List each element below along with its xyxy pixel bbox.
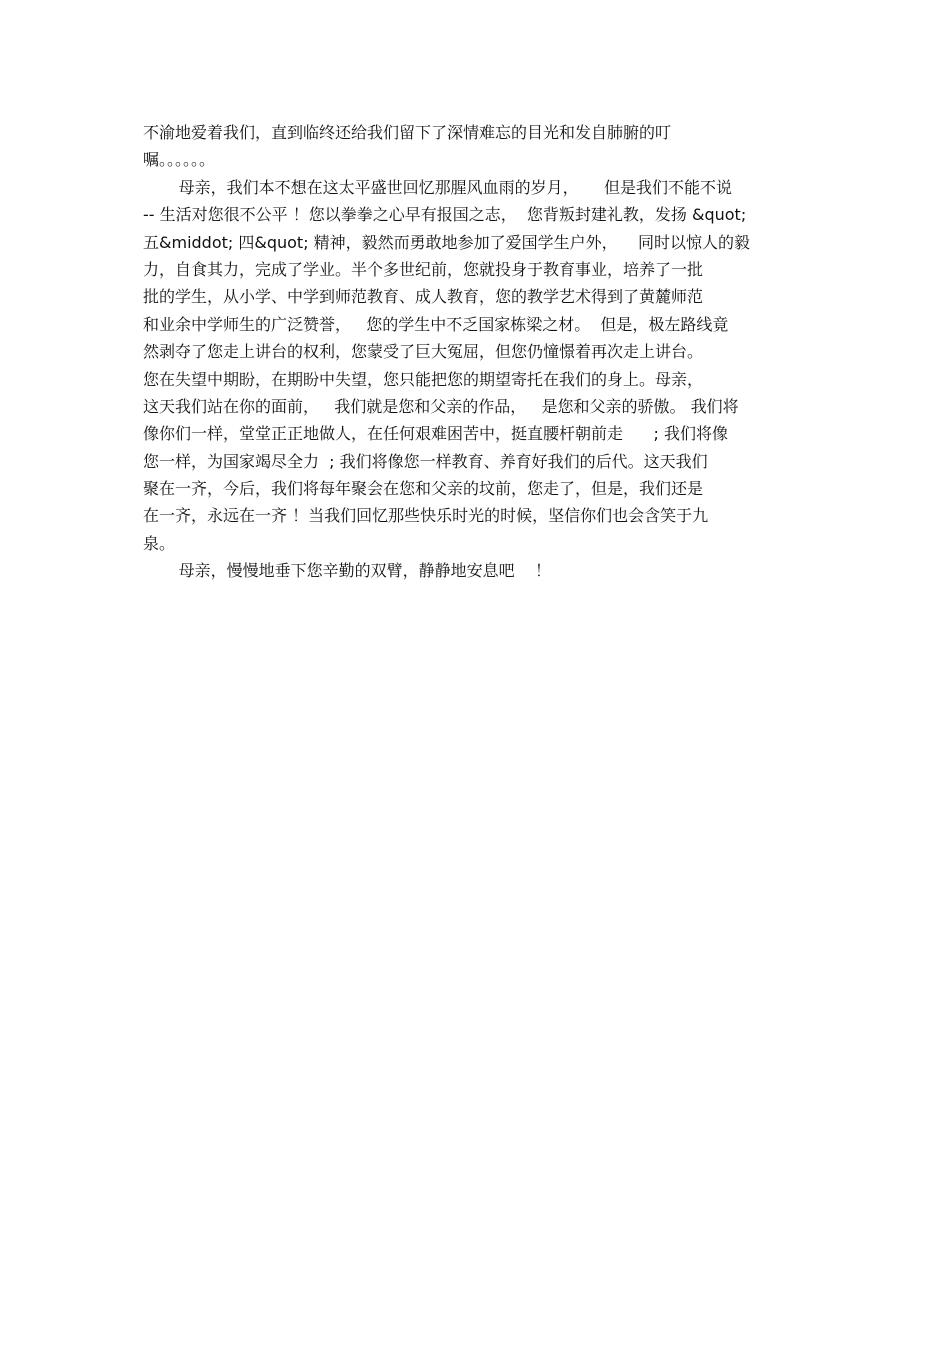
text-line: 泉。 [143, 533, 176, 553]
text-line: 您在失望中期盼，在期盼中失望，您只能把您的期望寄托在我们的身上。母亲， [143, 369, 704, 389]
text-line: 聚在一齐，今后，我们将每年聚会在您和父亲的坟前，您走了，但是，我们还是 [143, 479, 704, 499]
text-line: 在一齐，永远在一齐 ！当我们回忆那些快乐时光的时候，坚信你们也会含笑于九 [143, 506, 709, 526]
text-line: 像你们一样，堂堂正正地做人，在任何艰难困苦中，挺直腰杆朝前走 ; 我们将像 [143, 424, 728, 444]
text-line: 力，自食其力，完成了学业。半个多世纪前，您就投身于教育事业，培养了一批 [143, 259, 704, 279]
text-line: -- 生活对您很不公平 ！您以拳拳之心早有报国之志， 您背叛封建礼教，发扬 &quot; [143, 205, 747, 225]
text-line: 您一样，为国家竭尽全力 ; 我们将像您一样教育、养育好我们的后代。这天我们 [143, 451, 708, 471]
text-line: 这天我们站在你的面前， 我们就是您和父亲的作品， 是您和父亲的骄傲。 我们将 [143, 396, 739, 416]
text-line: 和业余中学师生的广泛赞誉， 您的学生中不乏国家栋梁之材。 但是，极左路线竟 [143, 314, 729, 334]
text-line: 母亲，我们本不想在这太平盛世回忆那腥风血雨的岁月， 但是我们不能不说 [143, 177, 733, 197]
text-line: 不渝地爱着我们，直到临终还给我们留下了深情难忘的目光和发自肺腑的叮 [143, 123, 672, 142]
text-line: 然剥夺了您走上讲台的权利，您蒙受了巨大冤屈，但您仍憧憬着再次走上讲台。 [143, 342, 704, 362]
text-line: 批的学生，从小学、中学到师范教育、成人教育，您的教学艺术得到了黄麓师范 [143, 287, 704, 307]
text-line: 母亲，慢慢地垂下您辛勤的双臂，静静地安息吧 ！ [143, 561, 551, 581]
text-line: 嘱。。。。。。 [143, 150, 216, 170]
body-text [143, 119, 823, 585]
text-line: 五&middot; 四&quot; 精神，毅然而勇敢地参加了爱国学生户外， 同时以惊人的毅 [143, 232, 751, 252]
